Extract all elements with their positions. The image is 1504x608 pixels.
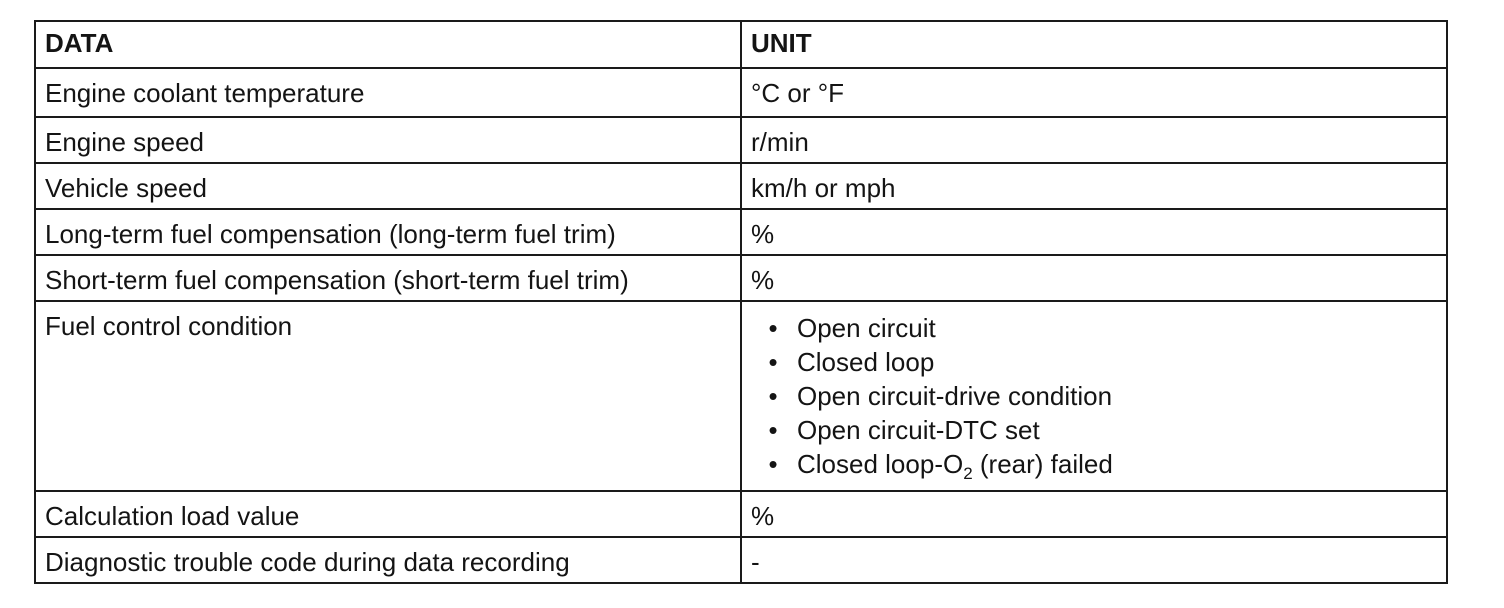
o2-text-before: Closed loop-O [797,449,964,479]
list-item-text: Open circuit-drive condition [797,381,1113,411]
unit-cell [741,301,1447,491]
table-row [35,68,1447,117]
table-row [35,491,1447,537]
list-item [763,311,1446,345]
bullet-icon: • [768,381,778,411]
o2-subscript: 2 [963,464,973,483]
table-row [35,209,1447,255]
data-unit-table [34,20,1448,584]
table-row [35,301,1447,491]
o2-text-after: (rear) failed [972,449,1113,479]
table-header-row [35,21,1447,68]
data-cell: Calculation load value [35,491,741,537]
data-cell: Long-term fuel compensation (long-term fuel trim) [35,209,741,255]
unit-cell: r/min [741,117,1447,163]
list-item-text: Closed loop [797,347,935,377]
bullet-icon: • [768,347,778,377]
list-item [763,379,1446,413]
data-cell: Engine speed [35,117,741,163]
table-row [35,117,1447,163]
table-row [35,537,1447,583]
data-cell: Fuel control condition [35,301,741,491]
list-item-text-o2 [797,449,1113,483]
unit-cell: °C or °F [741,68,1447,117]
list-item-text: Open circuit [797,313,936,343]
unit-cell: - [741,537,1447,583]
bullet-icon: • [768,313,778,343]
unit-cell: km/h or mph [741,163,1447,209]
unit-cell: % [741,209,1447,255]
fuel-condition-list [751,311,1446,481]
data-cell: Short-term fuel compensation (short-term fuel trim) [35,255,741,301]
data-cell: Vehicle speed [35,163,741,209]
data-cell: Diagnostic trouble code during data recording [35,537,741,583]
header-data: DATA [35,21,741,68]
unit-cell: % [741,255,1447,301]
bullet-icon: • [768,415,778,445]
table-row [35,255,1447,301]
data-cell: Engine coolant temperature [35,68,741,117]
header-unit: UNIT [741,21,1447,68]
list-item [763,345,1446,379]
bullet-icon: • [768,449,778,479]
list-item-text: Open circuit-DTC set [797,415,1040,445]
list-item [763,413,1446,447]
list-item [763,447,1446,481]
unit-cell: % [741,491,1447,537]
table-row [35,163,1447,209]
